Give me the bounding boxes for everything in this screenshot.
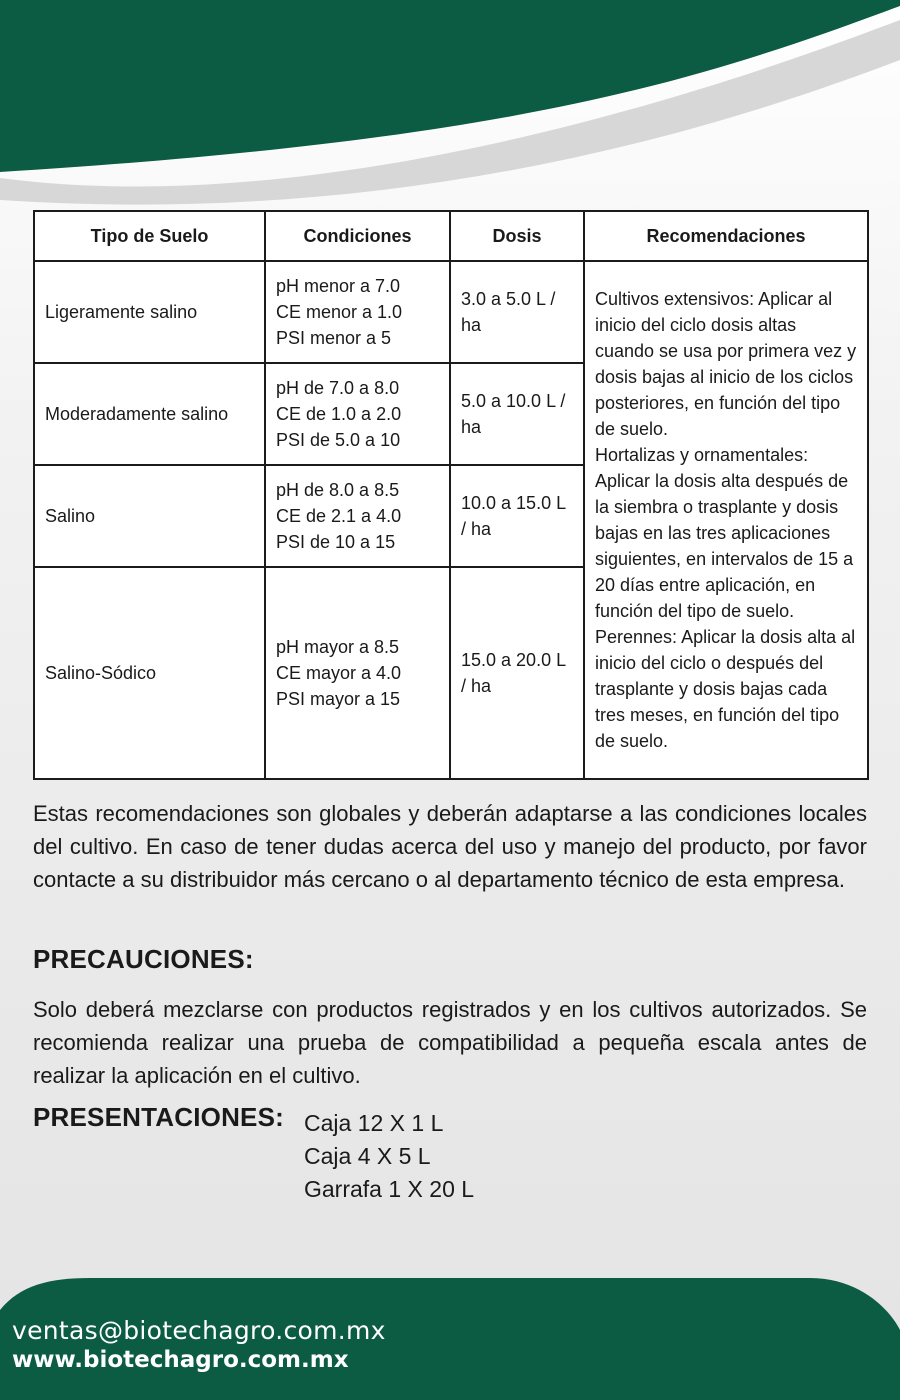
soil-type-cell: Ligeramente salino <box>34 261 265 363</box>
header-dose: Dosis <box>450 211 584 261</box>
presentation-item: Caja 4 X 5 L <box>304 1143 431 1169</box>
condition-ce: CE de 1.0 a 2.0 <box>276 404 402 424</box>
usage-note: Estas recomendaciones son globales y deberán adaptarse a las condiciones locales del cultivo. En caso de tener dudas acerca del uso y manejo del producto, por favor contacte a su distribuidor más cercano o al departamento técnico de esta empresa. <box>33 801 867 892</box>
conditions-cell <box>265 363 450 465</box>
condition-ph: pH de 8.0 a 8.5 <box>276 480 400 500</box>
soil-recommendation-table <box>33 210 869 780</box>
condition-psi: PSI de 5.0 a 10 <box>276 430 401 450</box>
presentation-item: Caja 12 X 1 L <box>304 1110 444 1136</box>
precautions-text: Solo deberá mezclarse con productos registrados y en los cultivos autorizados. Se recomienda realizar una prueba de compatibilidad a pequeña escala antes de realizar la aplicación en el cultivo. <box>33 997 867 1088</box>
dose-cell: 5.0 a 10.0 L / ha <box>450 363 584 465</box>
recommendations-cell <box>584 261 868 779</box>
conditions-cell <box>265 465 450 567</box>
condition-psi: PSI mayor a 15 <box>276 689 401 709</box>
condition-ce: CE menor a 1.0 <box>276 302 403 322</box>
header-conditions: Condiciones <box>265 211 450 261</box>
condition-ce: CE mayor a 4.0 <box>276 663 402 683</box>
recommendation-extensive: Cultivos extensivos: Aplicar al inicio del ciclo dosis altas cuando se usa por primera vez y dosis bajas al inicio de los ciclos posteriores, en función del tipo de suelo. <box>595 289 857 439</box>
footer-email[interactable]: ventas@biotechagro.com.mx <box>12 1316 386 1345</box>
recommendation-vegetables: Hortalizas y ornamentales: Aplicar la dosis alta después de la siembra o trasplante y dosis bajas en las tres aplicaciones siguientes, en intervalos de 15 a 20 días entre aplicación, en función del tipo de suelo. <box>595 445 854 621</box>
presentation-item: Garrafa 1 X 20 L <box>304 1176 475 1202</box>
presentations-title: PRESENTACIONES: <box>33 1102 284 1132</box>
table-header-row <box>34 211 868 261</box>
soil-type-cell: Moderadamente salino <box>34 363 265 465</box>
presentations-list <box>304 1107 474 1206</box>
header-wave <box>0 0 900 210</box>
condition-ce: CE de 2.1 a 4.0 <box>276 506 402 526</box>
condition-ph: pH menor a 7.0 <box>276 276 401 296</box>
condition-psi: PSI de 10 a 15 <box>276 532 396 552</box>
recommendation-perennials: Perennes: Aplicar la dosis alta al inicio del ciclo o después del trasplante y dosis bajas cada tres meses, en función del tipo de suelo. <box>595 627 856 751</box>
condition-psi: PSI menor a 5 <box>276 328 392 348</box>
table-row <box>34 261 868 363</box>
header-recommendations: Recomendaciones <box>584 211 868 261</box>
dose-cell: 10.0 a 15.0 L / ha <box>450 465 584 567</box>
dose-cell: 15.0 a 20.0 L / ha <box>450 567 584 779</box>
conditions-cell <box>265 567 450 779</box>
precautions-title: PRECAUCIONES: <box>33 944 254 974</box>
soil-type-cell: Salino <box>34 465 265 567</box>
condition-ph: pH mayor a 8.5 <box>276 637 400 657</box>
header-soil-type: Tipo de Suelo <box>34 211 265 261</box>
conditions-cell <box>265 261 450 363</box>
condition-ph: pH de 7.0 a 8.0 <box>276 378 400 398</box>
footer-website[interactable]: www.biotechagro.com.mx <box>12 1347 349 1373</box>
soil-type-cell: Salino-Sódico <box>34 567 265 779</box>
dose-cell: 3.0 a 5.0 L / ha <box>450 261 584 363</box>
